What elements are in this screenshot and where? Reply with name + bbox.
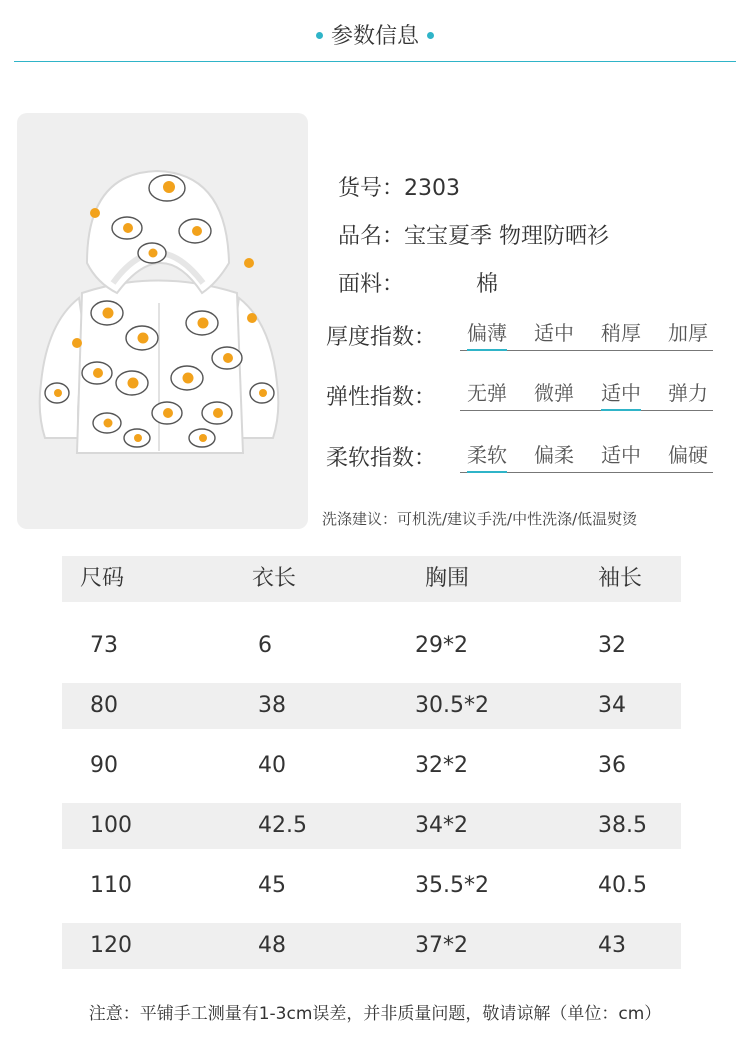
elasticity-option: 弹力 xyxy=(668,381,708,405)
cell-sleeve: 43 xyxy=(598,933,626,958)
cell-length: 6 xyxy=(258,633,272,658)
header-divider xyxy=(14,61,736,62)
cell-chest: 29*2 xyxy=(415,633,468,658)
elasticity-scale xyxy=(460,378,713,411)
cell-chest: 30.5*2 xyxy=(415,693,489,718)
softness-scale xyxy=(460,440,713,473)
elasticity-option: 无弹 xyxy=(467,381,507,405)
cell-sleeve: 32 xyxy=(598,633,626,658)
cell-size: 90 xyxy=(90,753,118,778)
dot-left-icon xyxy=(316,32,323,39)
cell-sleeve: 38.5 xyxy=(598,813,647,838)
cell-chest: 34*2 xyxy=(415,813,468,838)
product-image xyxy=(17,113,308,529)
cell-chest: 35.5*2 xyxy=(415,873,489,898)
softness-option: 偏柔 xyxy=(534,443,574,467)
header-length: 衣长 xyxy=(252,566,297,591)
softness-option: 柔软 xyxy=(467,443,507,467)
cell-size: 80 xyxy=(90,693,118,718)
cell-length: 38 xyxy=(258,693,286,718)
softness-option: 适中 xyxy=(601,443,641,467)
header-chest: 胸围 xyxy=(425,566,470,591)
dot-right-icon xyxy=(427,32,434,39)
header-size: 尺码 xyxy=(80,566,125,591)
thickness-option: 加厚 xyxy=(668,321,708,345)
table-row xyxy=(62,683,681,729)
thickness-option: 稍厚 xyxy=(601,321,641,345)
cell-size: 110 xyxy=(90,873,132,898)
cell-sleeve: 40.5 xyxy=(598,873,647,898)
fabric-label: 面料： xyxy=(338,272,405,297)
section-title-text: 参数信息 xyxy=(330,24,419,49)
cell-size: 100 xyxy=(90,813,132,838)
cell-size: 120 xyxy=(90,933,132,958)
fabric-value: 棉 xyxy=(476,272,499,297)
section-title xyxy=(0,22,750,52)
cell-chest: 37*2 xyxy=(415,933,468,958)
cell-length: 48 xyxy=(258,933,286,958)
cell-length: 40 xyxy=(258,753,286,778)
header-sleeve: 袖长 xyxy=(598,566,643,591)
elasticity-label: 弹性指数： xyxy=(326,385,437,410)
cell-sleeve: 36 xyxy=(598,753,626,778)
fabric-line xyxy=(338,270,499,300)
thickness-option: 适中 xyxy=(534,321,574,345)
section-header xyxy=(0,0,750,62)
egg-print-hooded-jacket-icon xyxy=(17,113,308,529)
thickness-label: 厚度指数： xyxy=(326,325,437,350)
elasticity-option: 适中 xyxy=(601,381,641,405)
cell-sleeve: 34 xyxy=(598,693,626,718)
sku-line: 货号：2303 xyxy=(338,176,460,201)
softness-label: 柔软指数： xyxy=(326,446,437,471)
table-row xyxy=(62,803,681,849)
product-name-line: 品名：宝宝夏季 物理防晒衫 xyxy=(338,224,609,249)
table-header-row xyxy=(62,556,681,602)
softness-option: 偏硬 xyxy=(668,443,708,467)
cell-length: 45 xyxy=(258,873,286,898)
table-row xyxy=(62,863,681,909)
wash-advice: 洗涤建议：可机洗/建议手洗/中性洗涤/低温熨烫 xyxy=(322,510,638,528)
table-row xyxy=(62,923,681,969)
elasticity-option: 微弹 xyxy=(534,381,574,405)
measurement-note: 注意：平铺手工测量有1-3cm误差，并非质量问题，敬请谅解（单位：cm） xyxy=(88,1004,662,1024)
thickness-scale xyxy=(460,318,713,351)
cell-chest: 32*2 xyxy=(415,753,468,778)
thickness-option: 偏薄 xyxy=(467,321,507,345)
table-row xyxy=(62,743,681,789)
table-row xyxy=(62,623,681,669)
cell-length: 42.5 xyxy=(258,813,307,838)
cell-size: 73 xyxy=(90,633,118,658)
